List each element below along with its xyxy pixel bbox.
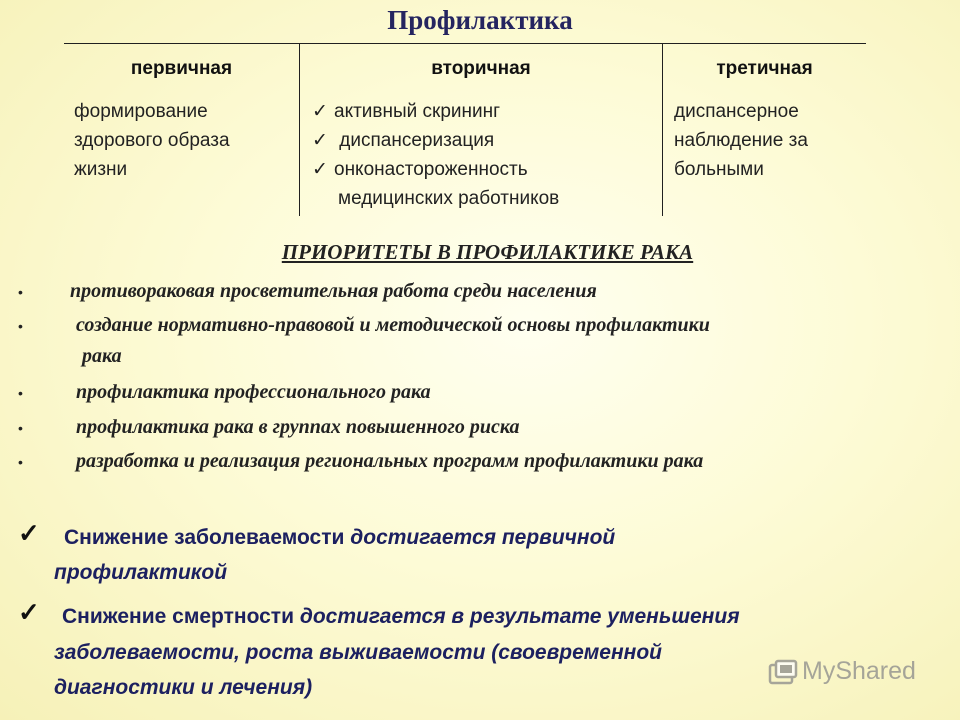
conclusion-italic: профилактикой	[54, 561, 228, 584]
conclusion-2	[62, 600, 740, 634]
bullet-icon: •	[18, 318, 23, 334]
secondary-item	[312, 126, 559, 155]
bullet-icon: •	[18, 420, 23, 436]
check-icon: ✓	[312, 130, 328, 151]
priority-item: профилактика рака в группах повышенного риска	[76, 416, 520, 438]
conclusion-bold: Снижение смертности	[62, 605, 294, 628]
tertiary-line: больными	[674, 159, 764, 180]
check-icon: ✓	[312, 101, 328, 122]
column-header-secondary: вторичная	[431, 58, 531, 79]
conclusion-2-line2	[54, 636, 662, 670]
bullet-icon: •	[18, 385, 23, 401]
watermark	[768, 657, 916, 686]
check-icon: ✓	[312, 159, 328, 180]
conclusion-1-line2	[54, 556, 227, 590]
header-rule	[64, 43, 866, 44]
tertiary-cell	[674, 97, 808, 184]
conclusion-2-line3	[54, 671, 312, 705]
secondary-item	[312, 97, 559, 126]
secondary-item-text: активный скрининг	[334, 101, 501, 122]
primary-line: жизни	[74, 159, 128, 180]
check-icon: ✓	[18, 597, 40, 627]
conclusion-italic: достигается в результате уменьшения	[299, 605, 740, 628]
watermark-logo-icon	[768, 659, 798, 685]
conclusion-italic: достигается первичной	[350, 526, 616, 549]
secondary-item-text: онконастороженность	[334, 159, 528, 180]
column-header-tertiary: третичная	[716, 58, 813, 79]
conclusion-italic: заболеваемости, роста выживаемости (своевременной	[54, 641, 663, 664]
priority-item: противораковая просветительная работа среди населения	[70, 280, 597, 302]
primary-cell	[74, 97, 230, 184]
priorities-title: ПРИОРИТЕТЫ В ПРОФИЛАКТИКЕ РАКА	[281, 240, 694, 264]
secondary-item	[312, 155, 559, 184]
priority-item: создание нормативно-правовой и методической основы профилактики	[76, 314, 710, 336]
secondary-cell	[312, 97, 559, 213]
watermark-text: MyShared	[802, 657, 916, 685]
bullet-icon: •	[18, 454, 23, 470]
check-icon: ✓	[18, 518, 40, 548]
column-header-primary: первичная	[130, 58, 233, 79]
bullet-icon: •	[18, 284, 23, 300]
conclusion-1	[64, 521, 615, 555]
tertiary-line: диспансерное	[674, 101, 799, 122]
secondary-item-continuation: медицинских работников	[338, 188, 560, 209]
conclusion-italic: диагностики и лечения)	[54, 676, 313, 699]
page-title: Профилактика	[387, 5, 573, 35]
priority-item: разработка и реализация региональных программ профилактики рака	[76, 450, 704, 472]
conclusion-bold: Снижение заболеваемости	[64, 526, 345, 549]
secondary-item-text: диспансеризация	[334, 130, 495, 151]
primary-line: формирование	[74, 101, 208, 122]
priority-item: профилактика профессионального рака	[76, 381, 431, 403]
tertiary-line: наблюдение за	[674, 130, 808, 151]
priority-item-continuation: рака	[82, 345, 122, 367]
primary-line: здорового образа	[74, 130, 230, 151]
